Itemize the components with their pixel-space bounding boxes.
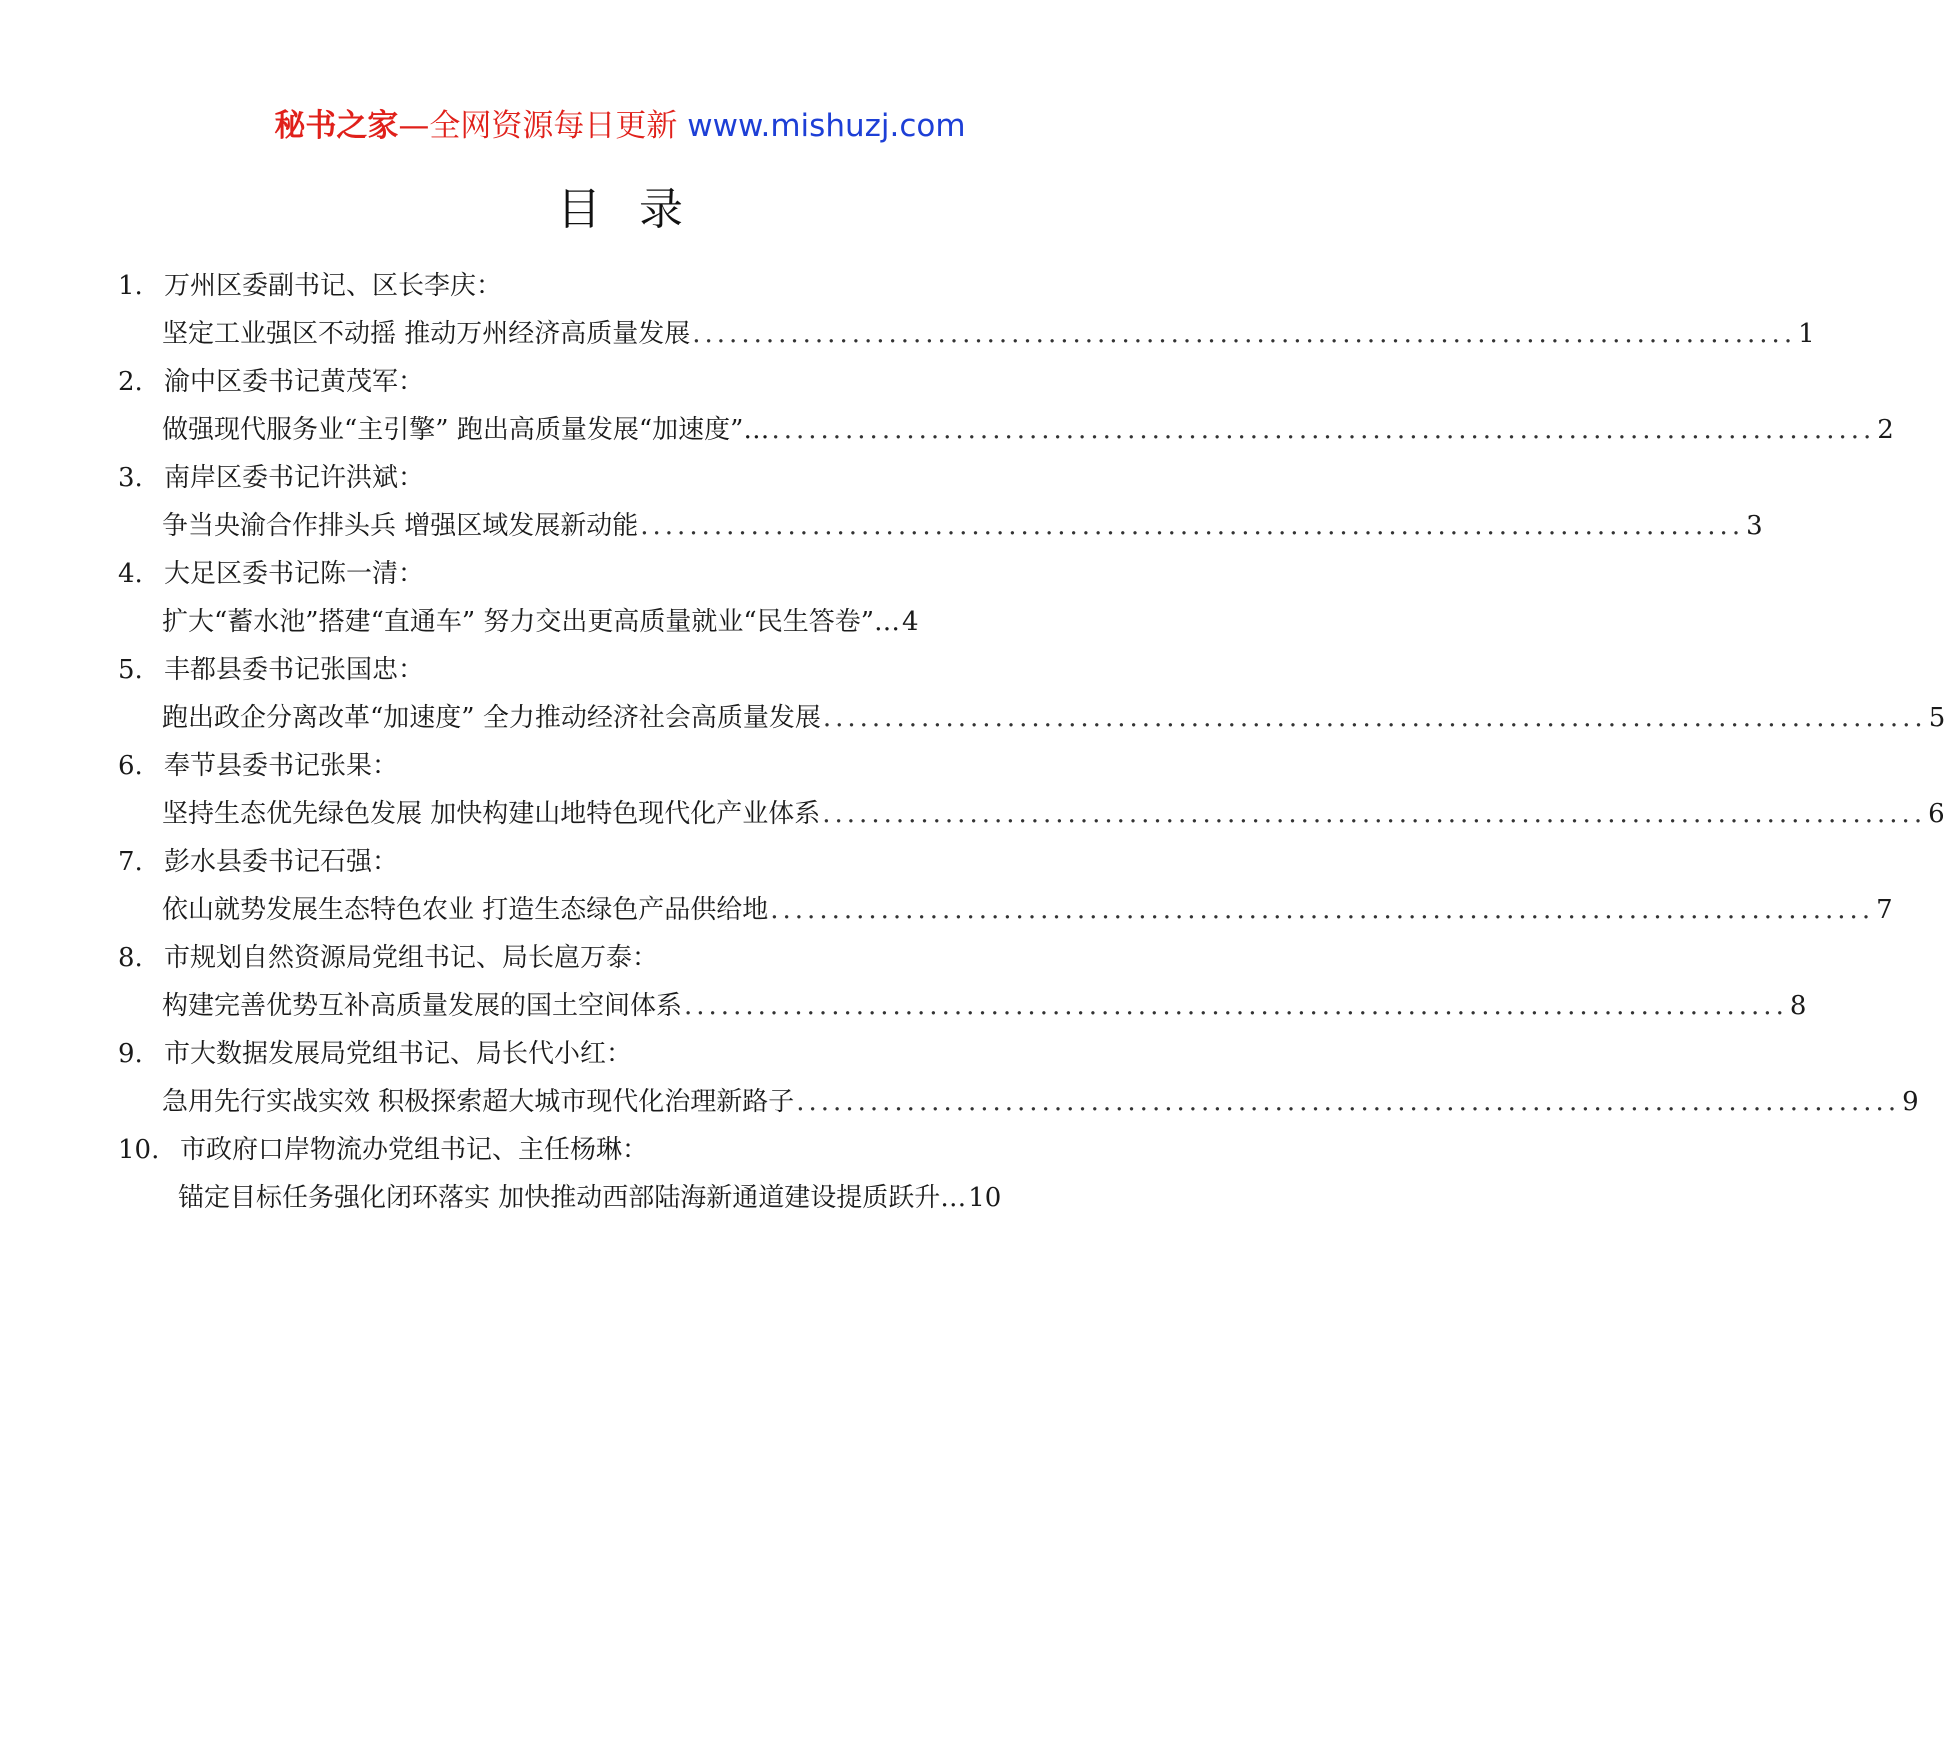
dot-leader: .......................................................................................... [640, 511, 1745, 541]
toc-speaker-text: 南岸区委书记许洪斌： [164, 463, 425, 493]
toc-headline: 坚定工业强区不动摇 推动万州经济高质量发展 [162, 319, 691, 349]
toc-speaker-text: 市政府口岸物流办党组书记、主任杨琳： [180, 1135, 649, 1165]
toc-speaker-text: 丰都县委书记张国忠： [164, 655, 425, 685]
toc-page-number: 1 [1798, 319, 1815, 349]
toc-entry-number: 5. [118, 655, 143, 685]
toc-entry-link[interactable] [162, 1082, 1919, 1122]
toc-entry-speaker [118, 362, 424, 402]
toc-entry-speaker [118, 554, 424, 594]
toc-entry-link[interactable] [162, 602, 1124, 642]
dot-leader: .......................................................................................... [692, 319, 1797, 349]
toc-entry-link[interactable] [162, 986, 1807, 1026]
toc-entry-number: 2. [118, 367, 143, 397]
toc-entry-link[interactable] [162, 698, 1945, 738]
toc-page-number: 4 [902, 607, 919, 637]
toc-entry-link[interactable] [162, 890, 1893, 930]
toc-entry-number: 10. [118, 1135, 160, 1165]
toc-entry-speaker [118, 458, 424, 498]
toc-entry-speaker [118, 938, 658, 978]
toc-page-number: 10 [968, 1183, 1002, 1213]
toc-speaker-text: 万州区委副书记、区长李庆： [164, 271, 503, 301]
toc-entry-speaker [118, 842, 398, 882]
toc-page-number: 5 [1928, 703, 1945, 733]
toc-page-number: 3 [1746, 511, 1763, 541]
toc-page-number: 2 [1877, 415, 1894, 445]
toc-entry-speaker [118, 266, 502, 306]
toc-entry-number: 1. [118, 271, 143, 301]
toc-speaker-text: 彭水县委书记石强： [164, 847, 399, 877]
toc-headline: 扩大“蓄水池”搭建“直通车” 努力交出更高质量就业“民生答卷”… [162, 607, 901, 637]
toc-headline: 依山就势发展生态特色农业 打造生态绿色产品供给地 [162, 895, 769, 925]
toc-headline: 构建完善优势互补高质量发展的国土空间体系 [162, 991, 683, 1021]
toc-entry-number: 7. [118, 847, 143, 877]
dot-leader: .......................................................................................... [796, 1087, 1901, 1117]
toc-entry-link[interactable] [162, 410, 1894, 450]
toc-speaker-text: 奉节县委书记张果： [164, 751, 399, 781]
toc-speaker-text: 大足区委书记陈一清： [164, 559, 425, 589]
banner-brand: 秘书之家 [274, 108, 399, 144]
toc-headline: 争当央渝合作排头兵 增强区域发展新动能 [162, 511, 639, 541]
toc-entry-speaker [118, 650, 424, 690]
toc-entry-link[interactable] [162, 506, 1763, 546]
toc-speaker-text: 市规划自然资源局党组书记、局长扈万泰： [164, 943, 659, 973]
banner-tagline: —全网资源每日更新 [398, 108, 678, 144]
dot-leader: .......................................................................................... [684, 991, 1788, 1021]
toc-entry-speaker [118, 1130, 648, 1170]
toc-speaker-text: 渝中区委书记黄茂军： [164, 367, 425, 397]
toc-headline: 急用先行实战实效 积极探索超大城市现代化治理新路子 [162, 1087, 795, 1117]
toc-entry-number: 8. [118, 943, 143, 973]
dot-leader: .......................................................................................... [770, 895, 1875, 925]
toc-entry-number: 6. [118, 751, 143, 781]
toc-page-number: 6 [1928, 799, 1945, 829]
toc-entry-speaker [118, 1034, 632, 1074]
toc-headline: 做强现代服务业“主引擎” 跑出高质量发展“加速度”… [162, 415, 770, 445]
toc-speaker-text: 市大数据发展局党组书记、局长代小红： [164, 1039, 633, 1069]
toc-entry-link[interactable] [162, 314, 1815, 354]
dot-leader: .......................................................................................... [822, 799, 1927, 829]
toc-page-number: 9 [1902, 1087, 1919, 1117]
toc-entry-number: 9. [118, 1039, 143, 1069]
dot-leader: .......................................................................................... [771, 415, 1876, 445]
toc-entry-speaker [118, 746, 398, 786]
toc-headline: 坚持生态优先绿色发展 加快构建山地特色现代化产业体系 [162, 799, 821, 829]
page-title: 目录 [557, 184, 721, 235]
toc-headline: 锚定目标任务强化闭环落实 加快推动西部陆海新通道建设提质跃升… [178, 1183, 967, 1213]
toc-entry-number: 3. [118, 463, 143, 493]
toc-entry-number: 4. [118, 559, 143, 589]
toc-page-number: 7 [1876, 895, 1893, 925]
dot-leader: .......................................................................................... [822, 703, 1927, 733]
toc-entry-link[interactable] [162, 794, 1945, 834]
banner-url[interactable]: www.mishuzj.com [687, 108, 966, 144]
toc-entry-link[interactable] [178, 1178, 1098, 1218]
toc-page-number: 8 [1789, 991, 1807, 1021]
toc-headline: 跑出政企分离改革“加速度” 全力推动经济社会高质量发展 [162, 703, 821, 733]
